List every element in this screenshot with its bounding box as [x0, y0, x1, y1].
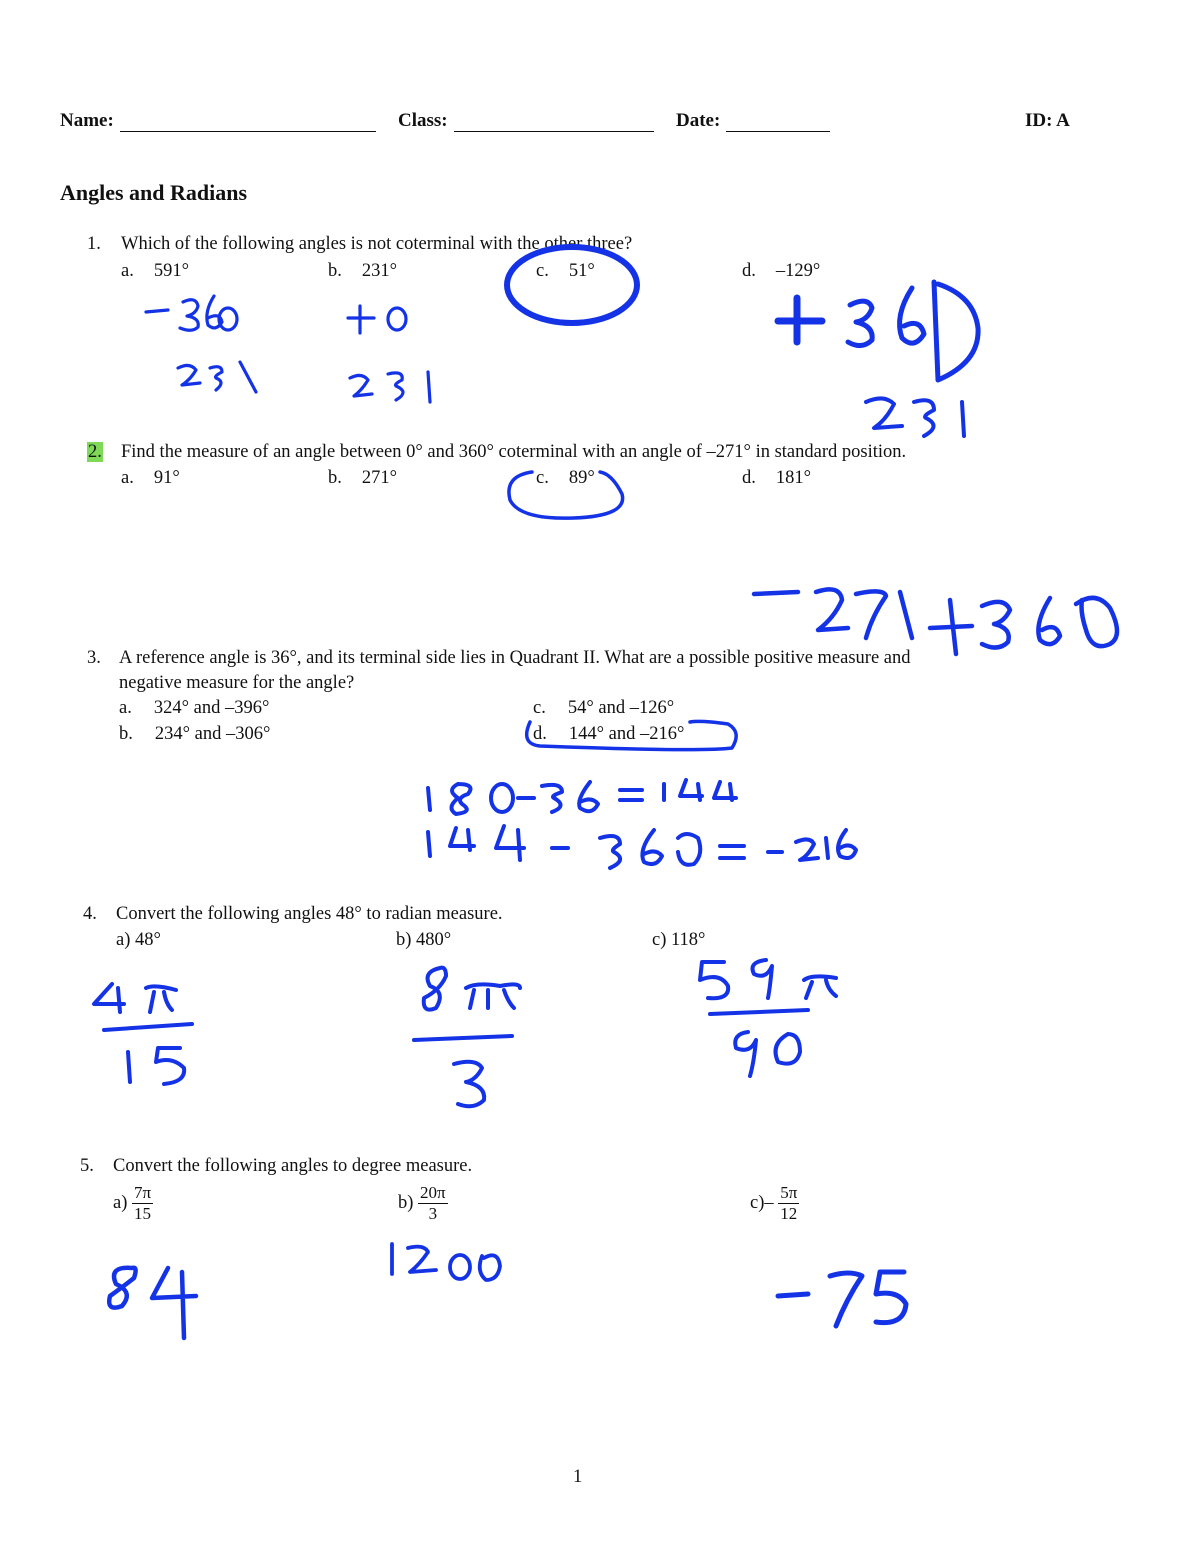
option-letter: b.: [328, 468, 342, 488]
q2-work: [754, 589, 1117, 654]
class-blank: [454, 113, 654, 132]
q1-b-work: [348, 306, 430, 402]
option-value: 181°: [775, 468, 812, 488]
fraction-denominator: 15: [134, 1204, 152, 1223]
q2-option-b: [328, 468, 397, 489]
q4-answer-a: [94, 984, 192, 1084]
name-field: [60, 110, 376, 132]
q2-number: [87, 442, 103, 463]
q1-number: 1.: [87, 234, 101, 254]
fraction: [132, 1183, 153, 1224]
option-letter: a.: [121, 468, 134, 488]
id-label: ID: A: [1025, 110, 1070, 131]
q4-text: Convert the following angles 48° to radian measure.: [116, 904, 503, 924]
q3-option-c: [533, 698, 674, 719]
part-label: a): [113, 1192, 128, 1213]
option-letter: d.: [742, 261, 756, 281]
q2-option-c: [536, 468, 595, 489]
option-value: –129°: [775, 261, 821, 281]
q1-d-work-result: [866, 398, 964, 436]
fraction: [418, 1183, 448, 1224]
name-label: Name:: [60, 110, 114, 131]
q3-text-line2: negative measure for the angle?: [119, 673, 355, 693]
q1-option-b: [328, 261, 397, 282]
class-label: Class:: [398, 110, 448, 131]
option-value: 591°: [153, 261, 189, 281]
option-letter: b.: [119, 724, 133, 744]
option-value: 91°: [153, 468, 180, 488]
q5-part-a: [113, 1183, 153, 1224]
option-value: 231°: [361, 261, 398, 281]
option-letter: c.: [536, 261, 549, 281]
q2-number-highlight: 2.: [88, 442, 102, 462]
q4-number: 4.: [83, 904, 97, 924]
q2-option-a: [121, 468, 180, 489]
q2-option-d: [742, 468, 811, 489]
option-letter: a.: [121, 261, 134, 281]
option-value: 324° and –396°: [153, 698, 270, 718]
option-letter: b.: [328, 261, 342, 281]
part-label: c): [750, 1192, 765, 1213]
option-letter: d.: [742, 468, 756, 488]
q3-work-line2: [428, 826, 856, 868]
fraction-denominator: 12: [780, 1204, 798, 1223]
q3-work-line1: [428, 780, 736, 814]
fraction: [778, 1183, 799, 1224]
q3-option-b: [119, 724, 270, 745]
q3-option-d: [533, 724, 684, 745]
page-number: 1: [573, 1467, 583, 1487]
date-field: [676, 110, 830, 132]
q1-option-a: [121, 261, 189, 282]
q4-answer-b: [414, 968, 520, 1107]
q4-part-a: a) 48°: [116, 930, 161, 950]
fraction-numerator: 7π: [134, 1183, 152, 1202]
q5-number: 5.: [80, 1156, 94, 1176]
date-blank: [726, 113, 830, 132]
q5-answer-b: [392, 1244, 500, 1280]
option-letter: a.: [119, 698, 132, 718]
q5-answer-a: [109, 1268, 196, 1338]
part-sign: –: [764, 1192, 774, 1213]
option-letter: d.: [533, 724, 547, 744]
q5-part-b: [398, 1183, 448, 1224]
q1-a-work: [146, 296, 256, 392]
q1-option-c: [536, 261, 595, 282]
option-value: 54° and –126°: [567, 698, 675, 718]
fraction-denominator: 3: [428, 1204, 438, 1223]
q5-part-c: [750, 1183, 799, 1224]
fraction-numerator: 5π: [780, 1183, 798, 1202]
option-letter: c.: [533, 698, 546, 718]
q4-part-b: b) 480°: [396, 930, 452, 950]
q1-text: Which of the following angles is not coterminal with the other three?: [121, 234, 633, 254]
option-letter: c.: [536, 468, 549, 488]
option-value: 271°: [361, 468, 398, 488]
q4-answer-c: [700, 960, 836, 1076]
page-title: Angles and Radians: [60, 180, 248, 205]
part-label: b): [398, 1192, 414, 1213]
q3-number: 3.: [87, 648, 101, 668]
q1-d-work: [778, 282, 978, 380]
option-value: 89°: [568, 468, 595, 488]
q3-option-a: [119, 698, 269, 719]
q5-answer-c: [778, 1272, 906, 1326]
name-blank: [120, 113, 376, 132]
q2-text: Find the measure of an angle between 0° and 360° coterminal with an angle of –271° in standard position.: [121, 442, 907, 462]
date-label: Date:: [676, 110, 721, 131]
option-value: 234° and –306°: [154, 724, 271, 744]
fraction-numerator: 20π: [420, 1183, 446, 1202]
q3-text-line1: A reference angle is 36°, and its terminal side lies in Quadrant II. What are a possible positive measure and: [119, 648, 911, 668]
class-field: [398, 110, 654, 132]
q4-part-c: c) 118°: [652, 930, 706, 950]
q5-text: Convert the following angles to degree measure.: [113, 1156, 473, 1176]
q1-answer-circle: [507, 247, 637, 323]
option-value: 144° and –216°: [568, 724, 685, 744]
q1-option-d: [742, 261, 820, 282]
option-value: 51°: [568, 261, 595, 281]
